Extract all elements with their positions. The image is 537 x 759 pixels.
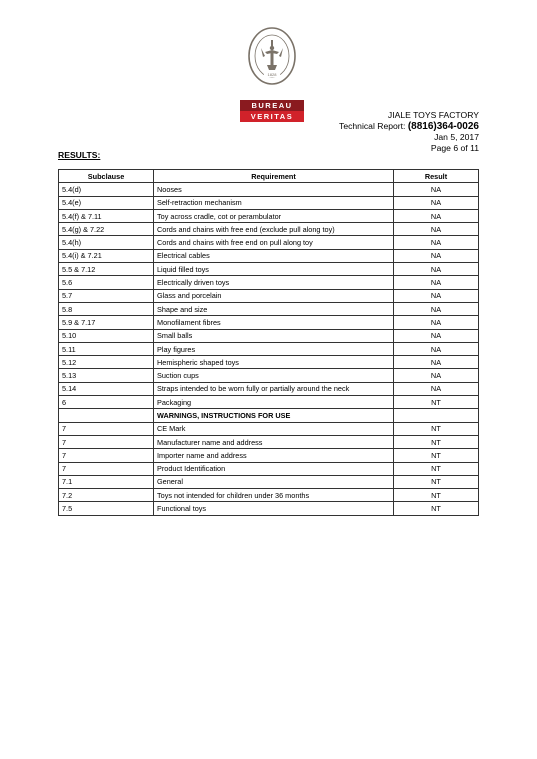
- cell-requirement: Cords and chains with free end (exclude pull along toy): [154, 223, 394, 236]
- cell-result: NA: [394, 209, 479, 222]
- table-row: [59, 489, 479, 502]
- results-heading: RESULTS:: [58, 150, 101, 160]
- cell-subclause: 5.12: [59, 356, 154, 369]
- cell-result: NA: [394, 249, 479, 262]
- cell-result: NA: [394, 356, 479, 369]
- cell-requirement: WARNINGS, INSTRUCTIONS FOR USE: [154, 409, 394, 422]
- table-row: [59, 289, 479, 302]
- report-line: [339, 121, 479, 133]
- table-row: [59, 475, 479, 488]
- cell-subclause: 7: [59, 449, 154, 462]
- cell-requirement: Straps intended to be worn fully or partially around the neck: [154, 382, 394, 395]
- logo-word-bureau: BUREAU: [240, 100, 304, 111]
- cell-result: NA: [394, 302, 479, 315]
- cell-subclause: 5.4(f) & 7.11: [59, 209, 154, 222]
- cell-result: NA: [394, 263, 479, 276]
- table-header-row: [59, 170, 479, 183]
- table-row: [59, 236, 479, 249]
- cell-subclause: 7.5: [59, 502, 154, 515]
- report-number: (8816)364-0026: [407, 120, 479, 132]
- cell-result: NT: [394, 449, 479, 462]
- cell-subclause: 7: [59, 435, 154, 448]
- cell-result: NA: [394, 276, 479, 289]
- cell-requirement: Small balls: [154, 329, 394, 342]
- results-table: [58, 169, 479, 516]
- table-row: [59, 196, 479, 209]
- cell-result: NA: [394, 316, 479, 329]
- table-row: [59, 223, 479, 236]
- cell-requirement: Functional toys: [154, 502, 394, 515]
- cell-requirement: Electrically driven toys: [154, 276, 394, 289]
- cell-requirement: Self-retraction mechanism: [154, 196, 394, 209]
- cell-subclause: 5.7: [59, 289, 154, 302]
- cell-result: NT: [394, 396, 479, 409]
- cell-subclause: 6: [59, 396, 154, 409]
- cell-subclause: 5.4(h): [59, 236, 154, 249]
- table-row: [59, 356, 479, 369]
- cell-subclause: 5.4(g) & 7.22: [59, 223, 154, 236]
- table-row: [59, 316, 479, 329]
- cell-requirement: General: [154, 475, 394, 488]
- column-header-result: Result: [394, 170, 479, 183]
- cell-result: NT: [394, 502, 479, 515]
- cell-subclause: 7: [59, 462, 154, 475]
- table-row: [59, 342, 479, 355]
- cell-result: NA: [394, 329, 479, 342]
- cell-result: NT: [394, 462, 479, 475]
- report-label: Technical Report:: [339, 120, 408, 131]
- cell-result: NT: [394, 435, 479, 448]
- cell-result: NA: [394, 289, 479, 302]
- cell-subclause: 7.1: [59, 475, 154, 488]
- cell-requirement: Packaging: [154, 396, 394, 409]
- company-name: JIALE TOYS FACTORY: [387, 110, 479, 120]
- cell-result: NA: [394, 342, 479, 355]
- table-row: [59, 396, 479, 409]
- table-row: [59, 263, 479, 276]
- cell-subclause: 7.2: [59, 489, 154, 502]
- cell-requirement: Toys not intended for children under 36 months: [154, 489, 394, 502]
- table-row: [59, 502, 479, 515]
- cell-requirement: Monofilament fibres: [154, 316, 394, 329]
- cell-requirement: Suction cups: [154, 369, 394, 382]
- cell-requirement: CE Mark: [154, 422, 394, 435]
- cell-requirement: Hemispheric shaped toys: [154, 356, 394, 369]
- table-row: [59, 302, 479, 315]
- cell-requirement: Liquid filled toys: [154, 263, 394, 276]
- table-row: [59, 422, 479, 435]
- table-row: [59, 369, 479, 382]
- cell-subclause: 5.5 & 7.12: [59, 263, 154, 276]
- cell-requirement: Shape and size: [154, 302, 394, 315]
- cell-subclause: 5.4(e): [59, 196, 154, 209]
- cell-result: NT: [394, 422, 479, 435]
- cell-subclause: 5.10: [59, 329, 154, 342]
- table-row: [59, 449, 479, 462]
- cell-subclause: 5.9 & 7.17: [59, 316, 154, 329]
- table-row: [59, 382, 479, 395]
- cell-result: [394, 409, 479, 422]
- seal-year: 1828: [267, 72, 277, 77]
- table-row: [59, 209, 479, 222]
- table-row: [59, 329, 479, 342]
- cell-requirement: Toy across cradle, cot or perambulator: [154, 209, 394, 222]
- cell-result: NA: [394, 223, 479, 236]
- cell-result: NA: [394, 196, 479, 209]
- cell-subclause: 5.4(i) & 7.21: [59, 249, 154, 262]
- cell-requirement: Play figures: [154, 342, 394, 355]
- column-header-subclause: Subclause: [59, 170, 154, 183]
- cell-result: NA: [394, 236, 479, 249]
- cell-requirement: Electrical cables: [154, 249, 394, 262]
- cell-requirement: Cords and chains with free end on pull along toy: [154, 236, 394, 249]
- table-row: [59, 409, 479, 422]
- cell-requirement: Glass and porcelain: [154, 289, 394, 302]
- cell-subclause: 5.11: [59, 342, 154, 355]
- table-row: [59, 462, 479, 475]
- bureau-veritas-seal: [247, 26, 297, 86]
- cell-subclause: 5.8: [59, 302, 154, 315]
- cell-subclause: 5.13: [59, 369, 154, 382]
- cell-subclause: 5.14: [59, 382, 154, 395]
- cell-result: NA: [394, 183, 479, 196]
- table-row: [59, 435, 479, 448]
- cell-requirement: Manufacturer name and address: [154, 435, 394, 448]
- cell-subclause: 7: [59, 422, 154, 435]
- report-header: [339, 110, 479, 153]
- logo-word-veritas: VERITAS: [240, 111, 304, 122]
- page-number: Page 6 of 11: [430, 142, 479, 153]
- cell-requirement: Product Identification: [154, 462, 394, 475]
- table-row: [59, 183, 479, 196]
- column-header-requirement: Requirement: [154, 170, 394, 183]
- cell-subclause: 5.6: [59, 276, 154, 289]
- cell-subclause: 5.4(d): [59, 183, 154, 196]
- report-date: Jan 5, 2017: [434, 132, 479, 142]
- cell-result: NT: [394, 475, 479, 488]
- cell-result: NT: [394, 489, 479, 502]
- cell-requirement: Importer name and address: [154, 449, 394, 462]
- cell-result: NA: [394, 382, 479, 395]
- table-row: [59, 249, 479, 262]
- cell-subclause: [59, 409, 154, 422]
- cell-result: NA: [394, 369, 479, 382]
- cell-requirement: Nooses: [154, 183, 394, 196]
- table-row: [59, 276, 479, 289]
